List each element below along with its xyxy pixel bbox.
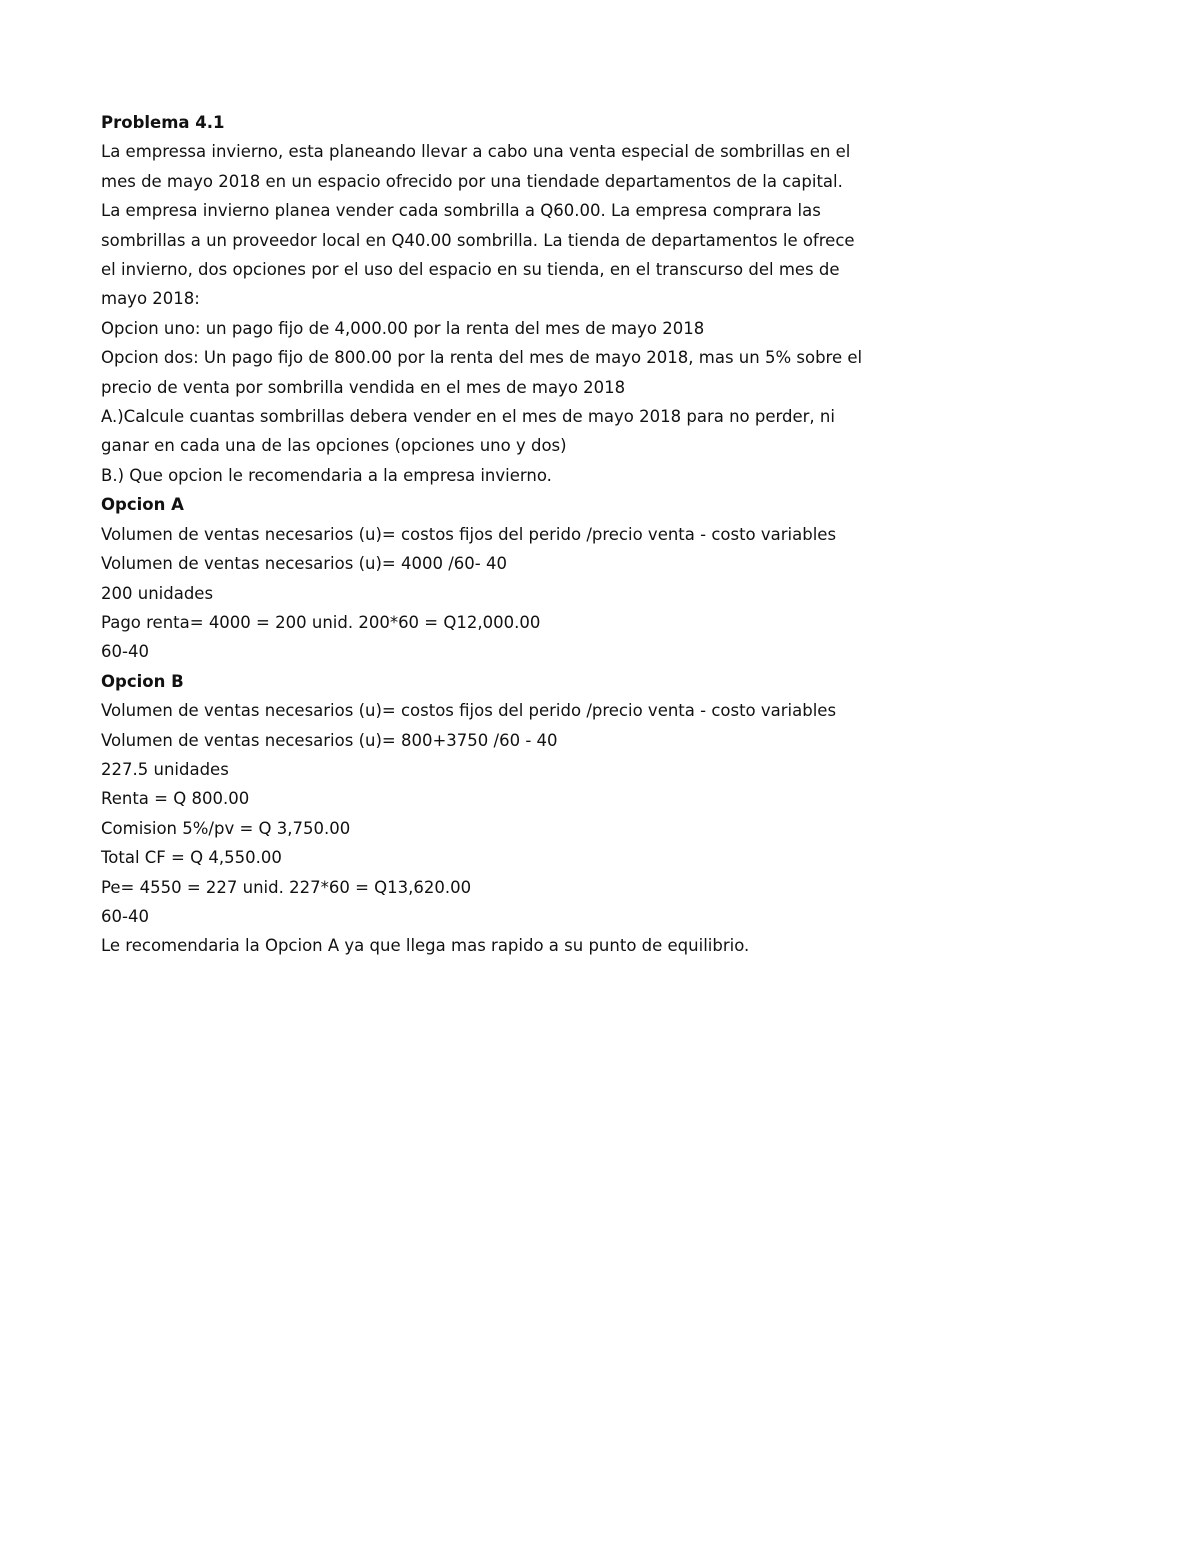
problem-line: A.)Calcule cuantas sombrillas debera vender en el mes de mayo 2018 para no perder, ni (101, 407, 835, 427)
conclusion-line: Le recomendaria la Opcion A ya que llega mas rapido a su punto de equilibrio. (101, 936, 750, 956)
option-b-line: Volumen de ventas necesarios (u)= costos fijos del perido /precio venta - costo variables (101, 701, 837, 721)
option-a-line: 200 unidades (101, 583, 214, 603)
problem-line: Opcion dos: Un pago fijo de 800.00 por la renta del mes de mayo 2018, mas un 5% sobre el (101, 348, 863, 368)
problem-line: mes de mayo 2018 en un espacio ofrecido por una tiendade departamentos de la capital. (101, 171, 843, 191)
problem-line: La empresa invierno planea vender cada sombrilla a Q60.00. La empresa comprara las (101, 201, 821, 221)
option-b-line: Pe= 4550 = 227 unid. 227*60 = Q13,620.00 (101, 877, 472, 897)
problem-line: precio de venta por sombrilla vendida en el mes de mayo 2018 (101, 377, 626, 397)
option-a-line: Pago renta= 4000 = 200 unid. 200*60 = Q12,000.00 (101, 612, 541, 632)
problem-line: mayo 2018: (101, 289, 200, 309)
problem-line: B.) Que opcion le recomendaria a la empresa invierno. (101, 465, 552, 485)
problem-line: el invierno, dos opciones por el uso del espacio en su tienda, en el transcurso del mes de (101, 260, 840, 280)
problem-line: ganar en cada una de las opciones (opciones uno y dos) (101, 436, 567, 456)
option-a-line: 60-40 (101, 642, 149, 662)
option-a-line: Volumen de ventas necesarios (u)= costos fijos del perido /precio venta - costo variables (101, 524, 837, 544)
option-b-line: Comision 5%/pv = Q 3,750.00 (101, 818, 351, 838)
option-b-line: Total CF = Q 4,550.00 (101, 848, 282, 868)
problem-line: La empressa invierno, esta planeando llevar a cabo una venta especial de sombrillas en el (101, 142, 851, 162)
problem-title: Problema 4.1 (101, 113, 225, 132)
option-b-line: 60-40 (101, 906, 149, 926)
option-a-line: Volumen de ventas necesarios (u)= 4000 /60- 40 (101, 554, 507, 574)
option-b-line: Volumen de ventas necesarios (u)= 800+3750 /60 - 40 (101, 730, 558, 750)
option-b-heading: Opcion B (101, 671, 184, 691)
option-b-line: Renta = Q 800.00 (101, 789, 250, 809)
option-b-line: 227.5 unidades (101, 759, 229, 779)
document-body (101, 108, 1101, 961)
problem-line: sombrillas a un proveedor local en Q40.00 sombrilla. La tienda de departamentos le ofrece (101, 230, 855, 250)
option-a-heading: Opcion A (101, 495, 184, 515)
problem-line: Opcion uno: un pago fijo de 4,000.00 por la renta del mes de mayo 2018 (101, 318, 705, 338)
